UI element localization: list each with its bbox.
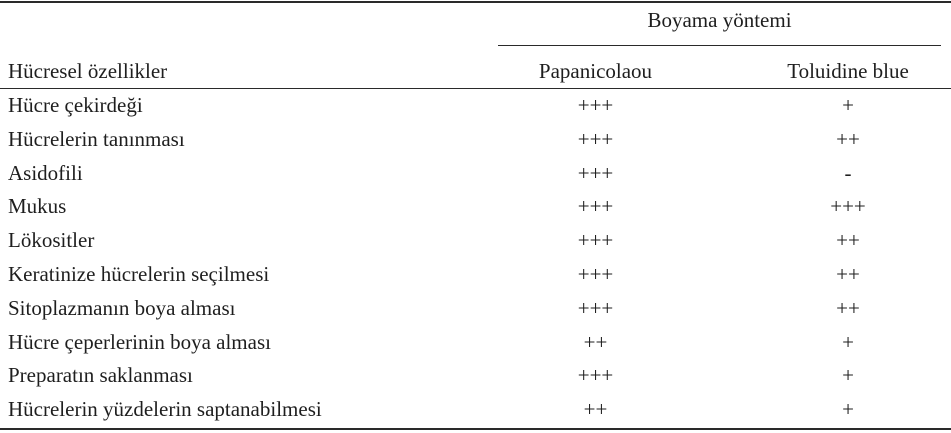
table-row — [0, 89, 951, 123]
toluidine-cell: + — [842, 363, 854, 388]
papanicolaou-cell: +++ — [577, 126, 614, 151]
toluidine-cell: + — [842, 329, 854, 354]
toluidine-cell: ++ — [836, 126, 860, 151]
papanicolaou-cell: +++ — [577, 194, 614, 219]
toluidine-cell: + — [842, 397, 854, 422]
group-header-staining-method: Boyama yöntemi — [647, 8, 792, 32]
feature-cell: Hücrelerin yüzdelerin saptanabilmesi — [8, 397, 322, 422]
feature-cell: Lökositler — [8, 228, 95, 253]
feature-cell: Asidofili — [8, 160, 83, 185]
toluidine-cell: + — [842, 93, 854, 117]
feature-cell: Preparatın saklanması — [8, 363, 193, 388]
table-row — [0, 157, 951, 191]
column-header-papanicolaou: Papanicolaou — [538, 59, 653, 83]
feature-cell: Mukus — [8, 194, 67, 219]
table-row — [0, 359, 951, 393]
papanicolaou-cell: ++ — [583, 397, 608, 422]
papanicolaou-cell: +++ — [577, 93, 614, 117]
feature-cell: Hücre çeperlerinin boya alması — [8, 329, 271, 354]
table-row — [0, 190, 951, 224]
group-header-rule — [498, 45, 941, 46]
papanicolaou-cell: +++ — [577, 295, 614, 320]
column-header-feature: Hücresel özellikler — [8, 59, 168, 83]
table-row — [0, 224, 951, 258]
table-body — [0, 89, 951, 427]
feature-cell: Hücre çekirdeği — [8, 93, 143, 117]
papanicolaou-cell: +++ — [577, 160, 614, 185]
table-row — [0, 292, 951, 326]
table-row — [0, 393, 951, 427]
table-row — [0, 258, 951, 292]
feature-cell: Sitoplazmanın boya alması — [8, 295, 236, 320]
papanicolaou-cell: +++ — [577, 363, 614, 388]
toluidine-cell: ++ — [836, 295, 860, 320]
column-header-toluidine-blue: Toluidine blue — [787, 59, 909, 83]
table-bottom-rule — [0, 428, 951, 430]
toluidine-cell: - — [844, 160, 852, 185]
feature-cell: Keratinize hücrelerin seçilmesi — [8, 261, 270, 286]
table-row — [0, 326, 951, 360]
toluidine-cell: ++ — [836, 261, 860, 286]
toluidine-cell: ++ — [836, 228, 860, 253]
table-top-rule — [0, 1, 951, 3]
toluidine-cell: +++ — [830, 194, 866, 219]
table-row — [0, 123, 951, 157]
papanicolaou-cell: +++ — [577, 261, 614, 286]
papanicolaou-cell: ++ — [583, 329, 608, 354]
feature-cell: Hücrelerin tanınması — [8, 126, 185, 151]
papanicolaou-cell: +++ — [577, 228, 614, 253]
